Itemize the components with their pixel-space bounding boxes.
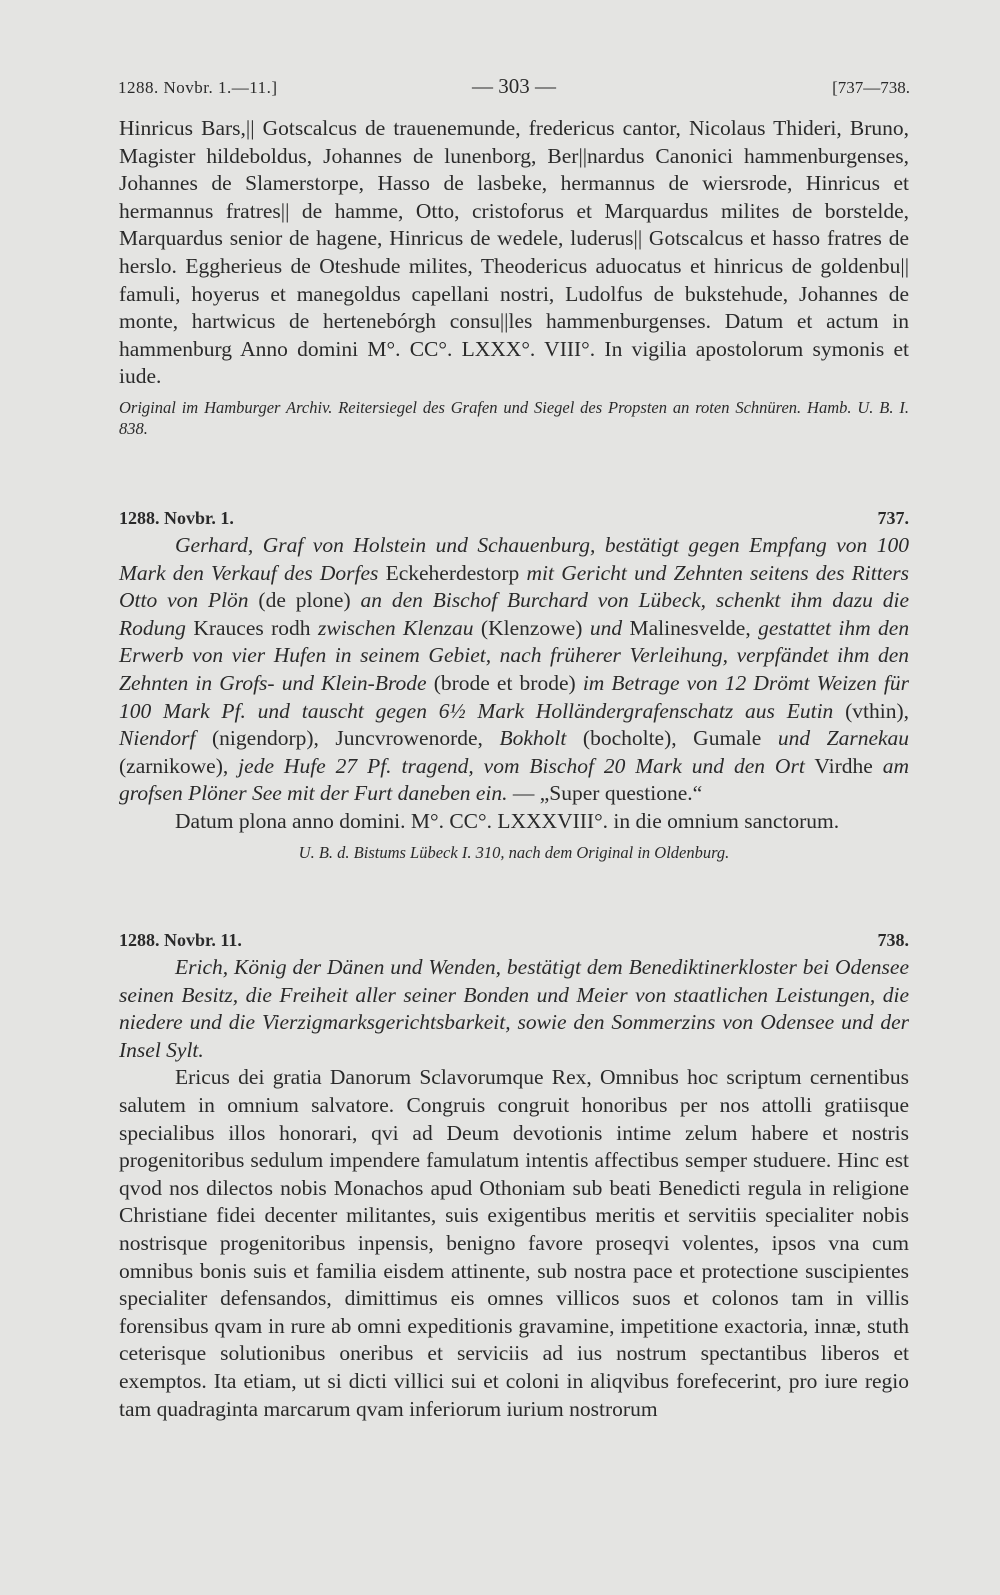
place-name: (Klenzowe) (480, 615, 583, 640)
regest-segment: Gerhard, Graf von Holstein und Schauenburg, bestätigt gegen Empfang von 100 Mark den Verkauf des Dorfes (119, 533, 909, 585)
entry-737-number: 737. (877, 508, 909, 528)
header-date-range: 1288. Novbr. 1.—11.] (118, 78, 278, 97)
continuation-section (119, 115, 909, 439)
entry-737-date: 1288. Novbr. 1. (119, 508, 234, 528)
place-name: Malinesvelde, (629, 615, 751, 640)
place-name: (nigendorp), Juncvrowenorde, (212, 726, 483, 751)
regest-segment: im Betrage von 12 Drömt Weizen für 100 Mark Pf. und tauscht gegen 6½ Mark Holländergrafenschatz aus Eutin (119, 670, 909, 723)
entry-738-header (119, 930, 909, 954)
entry-738 (119, 930, 909, 1423)
regest-segment: gestattet ihm den Erwerb von vier Hufen in seinem Gebiet, nach früherer Verleihung, verpfändet ihm den Zehnten in Grofs- und Klein-Brode (119, 615, 910, 695)
place-name: (bocholte), Gumale (582, 726, 762, 751)
place-name: (vthin), (845, 698, 909, 723)
place-name: Krauces rodh (193, 615, 311, 640)
regest-segment: und Zarnekau (777, 726, 910, 751)
entry-737-header (119, 508, 909, 532)
running-header (118, 74, 910, 104)
entry-738-regest: Erich, König der Dänen und Wenden, bestätigt dem Benediktinerkloster bei Odensee seinen Besitz, die Freiheit aller seiner Bonden und Meier von staatlichen Leistungen, die niedere und die Vierzigmarksgerichtsbarkeit, sowie den Sommerzins von Odensee und der Insel Sylt. (119, 955, 909, 1062)
page-number: — 303 — (472, 74, 556, 98)
continuation-source-note: Original im Hamburger Archiv. Reitersiegel des Grafen und Siegel des Propsten an roten Schnüren. Hamb. U. B. I. 838. (119, 397, 909, 438)
regest-segment: am grofsen Plöner See mit der Furt daneben ein. (119, 753, 909, 806)
regest-segment: an den Bischof Burchard von Lübeck, schenkt ihm dazu die Rodung (119, 588, 910, 640)
regest-segment: jede Hufe 27 Pf. tragend, vom Bischof 20 Mark und den Ort (238, 753, 805, 778)
regest-segment: Bokholt (499, 726, 567, 751)
continuation-text: Hinricus Bars,|| Gotscalcus de trauenemunde, fredericus cantor, Nicolaus Thideri, Bruno, Magister hildeboldus, Johannes de lunenborg, Ber||nardus Canonici hammenburgenses, Johannes de Slamerstorpe, Hasso de lasbeke, hermannus de wiersrode, Hinricus et hermannus fratres|| de hamme, Otto, cristoforus et Marquardus milites de borstelde, Marquardus senior de hagene, Hinricus de wedele, luderus|| Gotscalcus et hasso fratres de herslo. Eggherieus de Oteshude milites, Theodericus aduocatus et hinricus de goldenbu|| famuli, hoyerus et manegoldus capellani nostri, Ludolfus de bukstehude, Johannes de monte, hartwicus de hertenebórgh consu||les hammenburgenses. Datum et actum in hammenburg Anno domini M°. CC°. LXXX°. VIII°. In vigilia apostolorum symonis et iude. (119, 116, 909, 389)
entry-738-number: 738. (877, 930, 909, 950)
regest-segment: mit Gericht und Zehnten seitens des Ritters Otto von Plön (119, 560, 909, 613)
incipit: — „Super questione.“ (512, 781, 703, 806)
place-name: (de plone) (258, 588, 351, 613)
entry-737-regest (119, 532, 909, 808)
place-name: (zarnikowe), (119, 753, 229, 778)
entry-737 (119, 508, 909, 863)
place-name: Eckeherdestorp (385, 560, 520, 585)
regest-segment: zwischen Klenzau (317, 615, 474, 640)
entry-738-date: 1288. Novbr. 11. (119, 930, 242, 950)
place-name: (brode et brode) (433, 670, 576, 695)
header-entry-range: [737—738. (832, 78, 910, 97)
regest-segment: und (589, 615, 623, 640)
entry-737-source-note: U. B. d. Bistums Lübeck I. 310, nach dem Original in Oldenburg. (298, 842, 730, 862)
place-name: Virdhe (814, 753, 873, 778)
entry-738-text: Ericus dei gratia Danorum Sclavorumque Rex, Omnibus hoc scriptum cernentibus salutem in omnium salvatore. Congruis congruit honoribus per nos attolli gratiisque specialibus illos honorari, qvi ad Deum devotionis intime zelum habere et nostris progenitoribus sedulum impendere famulatum intentis affectibus semper studuere. Hinc est qvod nos dilectos nobis Monachos apud Othoniam sub beati Benedicti regula in religione Christiane fidei decenter militantes, suis exigentibus meritis et servitiis specialiter nobis nostrisque progenitoribus inpensis, benigno favore proseqvi volentes, ipsos vna cum omnibus bonis suis et familia eisdem attinente, sub nostra pace et protectione suscipientes specialiter defensandos, dimittimus eis omnes villicos suos et colonos tam in villis forensibus qvam in rure ab omni expeditionis gravamine, impetitione exactoria, innæ, stuth ceterisque solutionibus oneribus et serviciis ad ius nostrum spectantibus liberos et exemptos. Ita etiam, ut si dicti villici sui et coloni in aliqvibus forefecerint, pro iure regio tam quadraginta marcarum qvam inferiorum iurium nostrorum (119, 1065, 909, 1421)
regest-segment: Niendorf (119, 726, 196, 751)
entry-737-datum: Datum plona anno domini. M°. CC°. LXXXVIII°. in die omnium sanctorum. (175, 808, 840, 833)
